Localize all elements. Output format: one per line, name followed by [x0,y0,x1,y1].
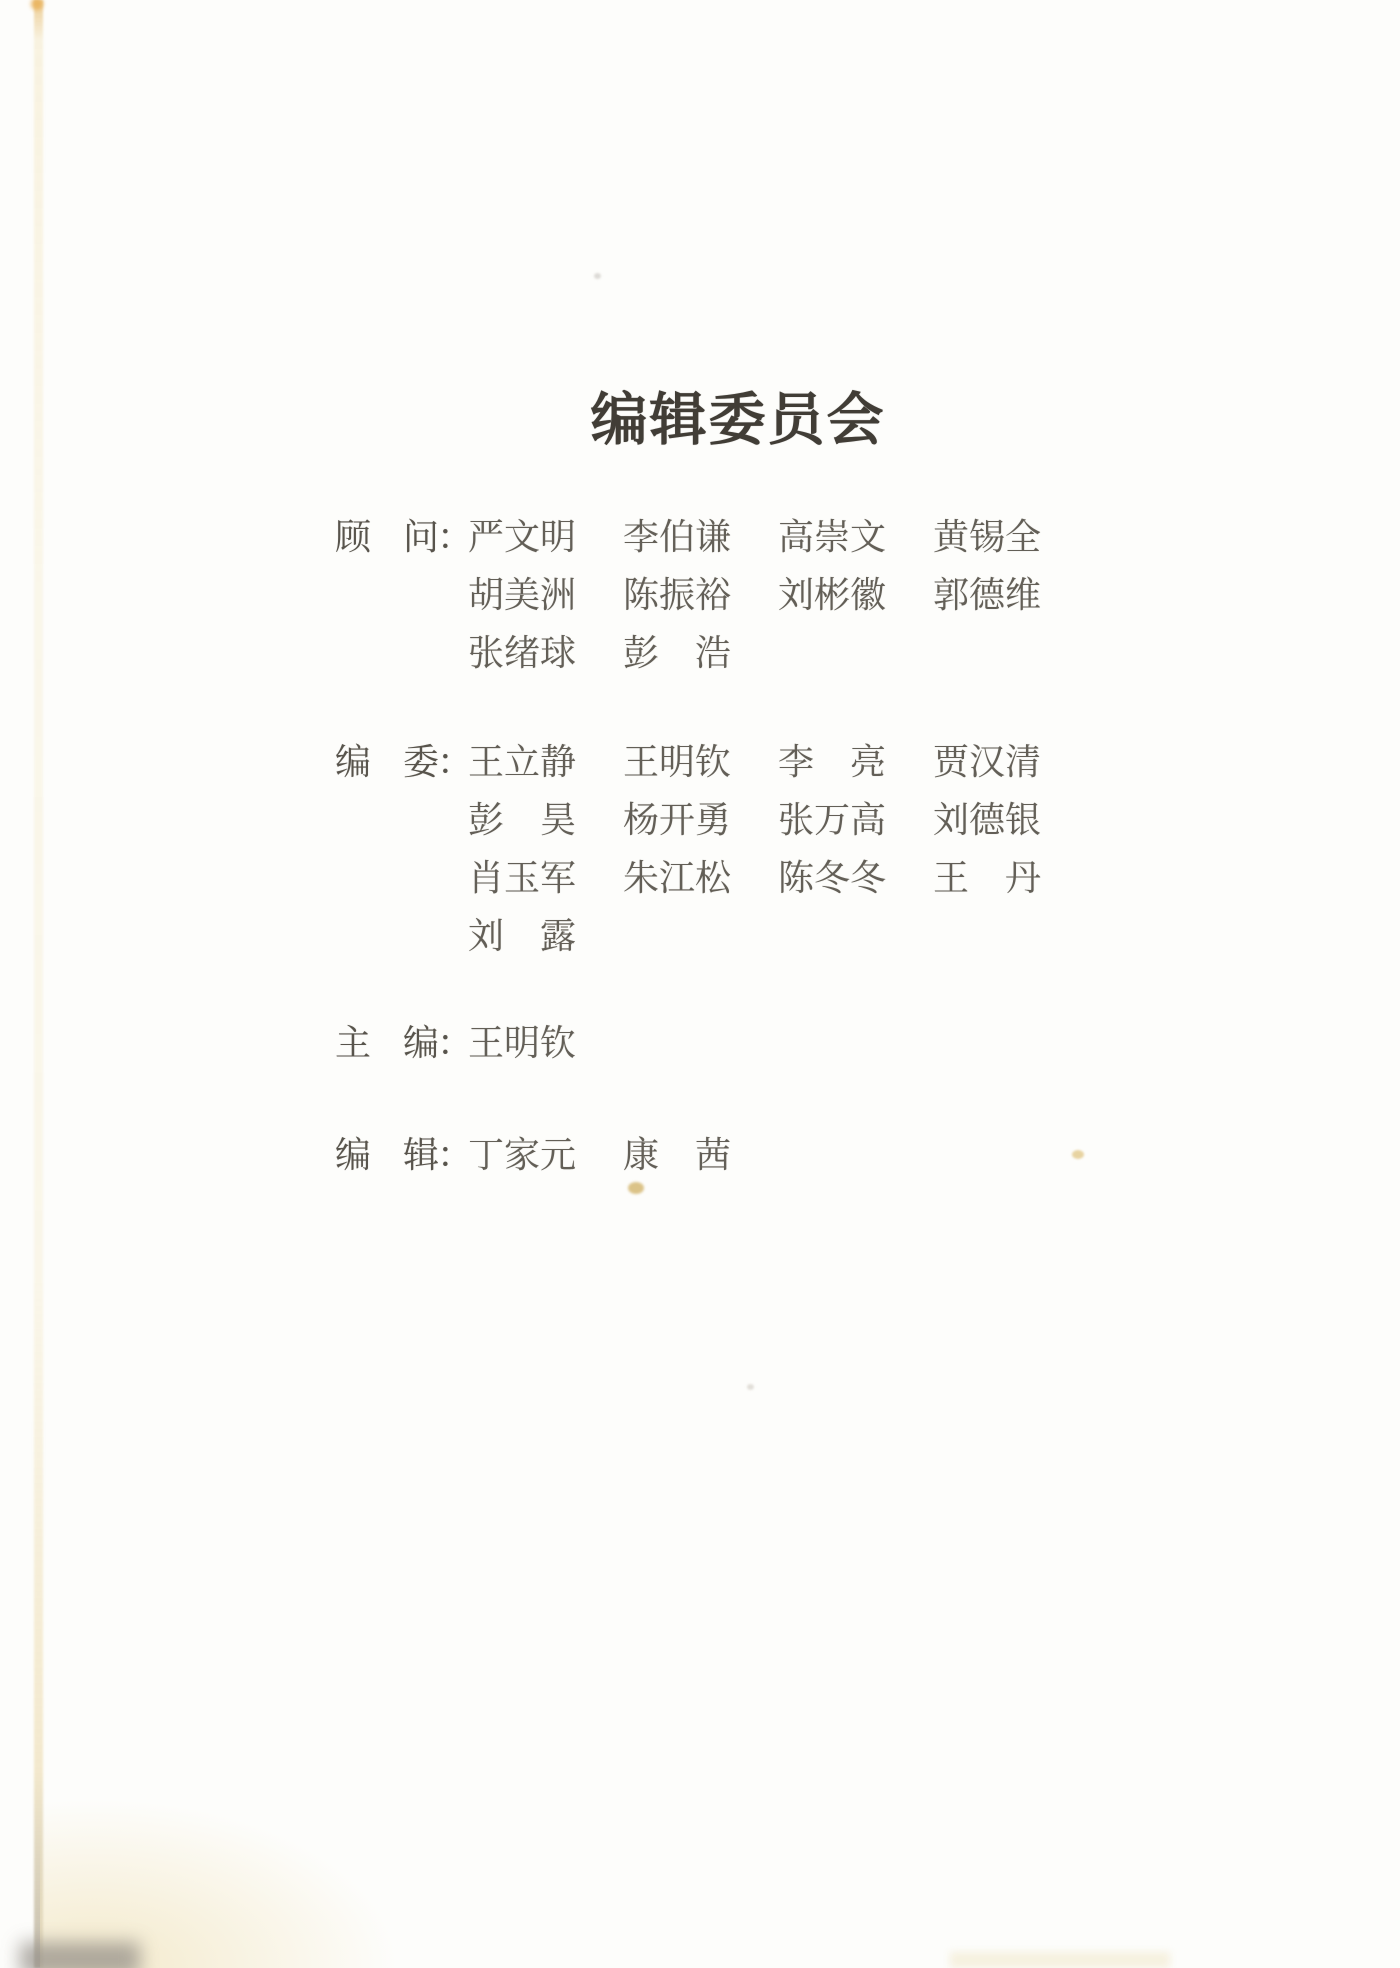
person-name: 陈振裕 [623,575,732,615]
section-editorial-board-label: 编 委： [335,742,472,782]
section-advisors-label: 顾 问： [335,517,472,557]
person-name: 王 丹 [933,858,1042,898]
scan-speck [747,1384,754,1390]
page-fold-crease [34,0,43,1968]
name-row [468,1126,769,1184]
section-chief-editor [335,1014,614,1072]
person-name: 刘 露 [468,916,577,956]
person-name: 肖玉军 [468,858,577,898]
name-row [468,791,1079,849]
person-name: 李 亮 [778,742,887,782]
bottom-edge-stain [950,1952,1170,1968]
scan-speck [594,273,601,279]
person-name: 刘彬徽 [778,575,887,615]
person-name: 刘德银 [933,800,1042,840]
section-chief-editor-names [468,1014,614,1072]
section-editors-label: 编 辑： [335,1135,472,1175]
section-editorial-board [335,733,1079,965]
person-name: 王明钦 [468,1023,577,1063]
person-name: 黄锡全 [933,517,1042,557]
person-name: 郭德维 [933,575,1042,615]
section-chief-editor-label: 主 编： [335,1023,472,1063]
person-name: 张绪球 [468,633,577,673]
section-advisors-names [468,508,1079,682]
bottom-left-shadow [20,1942,140,1968]
name-row [468,1014,614,1072]
section-editorial-board-names [468,733,1079,965]
person-name: 杨开勇 [623,800,732,840]
person-name: 张万高 [778,800,887,840]
person-name: 严文明 [468,517,577,557]
person-name: 王明钦 [623,742,732,782]
name-row [468,733,1079,791]
name-row [468,624,1079,682]
name-row [468,508,1079,566]
section-advisors [335,508,1079,682]
person-name: 朱江松 [623,858,732,898]
person-name: 李伯谦 [623,517,732,557]
name-row [468,566,1079,624]
name-row [468,907,1079,965]
page-title: 编辑委员会 [590,389,886,452]
person-name: 高崇文 [778,517,887,557]
name-row [468,849,1079,907]
section-editors [335,1126,769,1184]
section-editors-names [468,1126,769,1184]
person-name: 胡美洲 [468,575,577,615]
person-name: 康 茜 [623,1135,732,1175]
scan-speck [1072,1150,1084,1159]
person-name: 王立静 [468,742,577,782]
person-name: 彭 浩 [623,633,732,673]
person-name: 丁家元 [468,1135,577,1175]
person-name: 贾汉清 [933,742,1042,782]
person-name: 彭 昊 [468,800,577,840]
person-name: 陈冬冬 [778,858,887,898]
